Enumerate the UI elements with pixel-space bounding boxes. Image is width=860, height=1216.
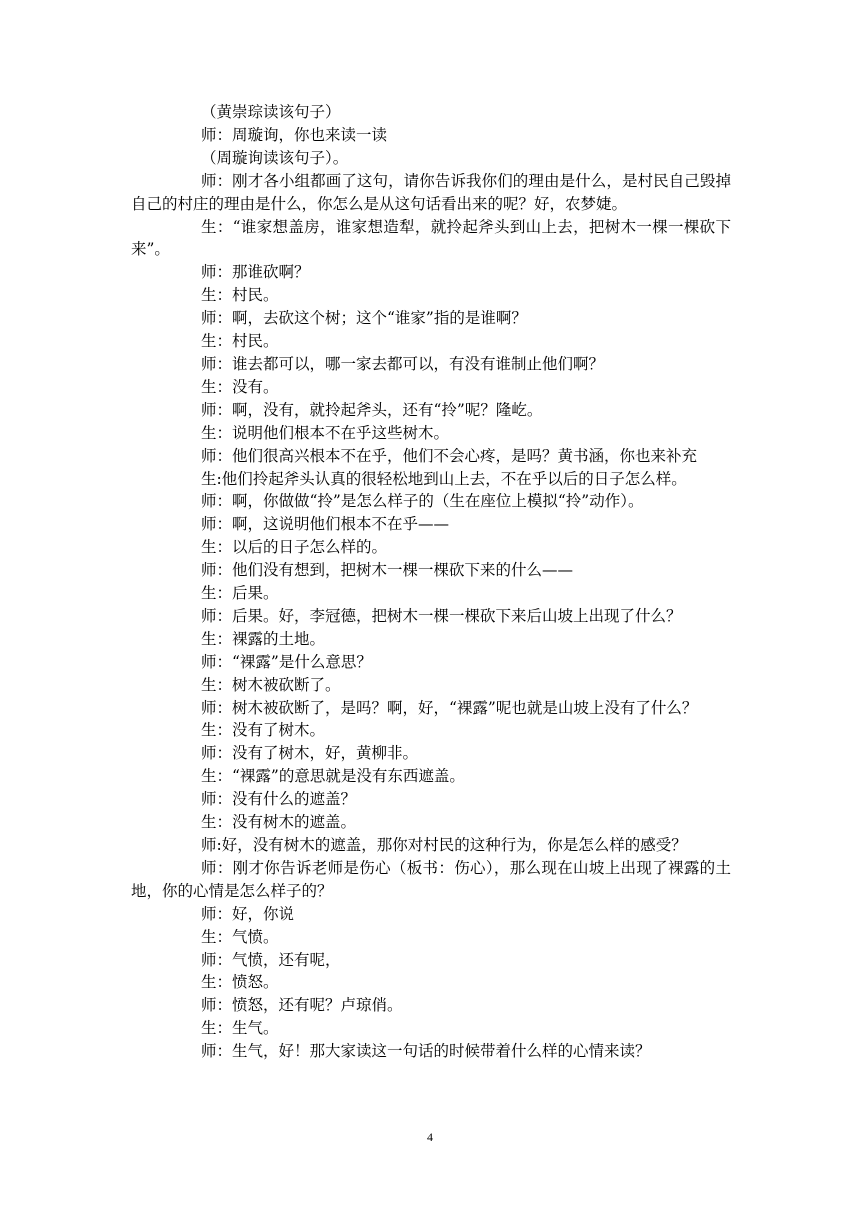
transcript-paragraph: 生：“裸露”的意思就是没有东西遮盖。 bbox=[201, 767, 465, 786]
transcript-paragraph: 生：生气。 bbox=[201, 1019, 279, 1038]
transcript-paragraph: 师：生气，好！那大家读这一句话的时候带着什么样的心情来读？ bbox=[201, 1042, 651, 1061]
transcript-paragraph: 生:他们拎起斧头认真的很轻松地到山上去，不在乎以后的日子怎么样。 bbox=[201, 469, 687, 488]
transcript-body bbox=[131, 101, 731, 1063]
transcript-paragraph: 师：谁去都可以，哪一家去都可以，有没有谁制止他们啊？ bbox=[201, 354, 605, 373]
transcript-paragraph: 师：没有了树木，好，黄柳非。 bbox=[201, 744, 419, 763]
transcript-paragraph: 师：后果。好，李冠德，把树木一棵一棵砍下来后山坡上出现了什么？ bbox=[201, 606, 682, 625]
transcript-paragraph: 生：裸露的土地。 bbox=[201, 629, 326, 648]
page-number: 4 bbox=[427, 1130, 433, 1144]
transcript-paragraph: 师：刚才各小组都画了这句，请你告诉我你们的理由是什么，是村民自己毁掉自己的村庄的理由是什么，你怎么是从这句话看出来的呢？好，农梦婕。 bbox=[131, 171, 731, 213]
transcript-paragraph: 生：说明他们根本不在乎这些树木。 bbox=[201, 423, 450, 442]
transcript-paragraph: 师：啊，这说明他们根本不在乎—— bbox=[201, 515, 450, 534]
transcript-paragraph: 师：啊，没有，就拎起斧头，还有“拎”呢？隆屹。 bbox=[201, 400, 543, 419]
transcript-paragraph: 生：没有。 bbox=[201, 377, 279, 396]
transcript-paragraph: 师：没有什么的遮盖？ bbox=[201, 790, 357, 809]
transcript-paragraph: 师：气愤，还有呢， bbox=[201, 950, 341, 969]
transcript-paragraph: 生：以后的日子怎么样的。 bbox=[201, 538, 388, 557]
transcript-paragraph: 师：愤怒，还有呢？卢琼俏。 bbox=[201, 996, 403, 1015]
transcript-paragraph: 师：树木被砍断了，是吗？啊，好，“裸露”呢也就是山坡上没有了什么？ bbox=[201, 698, 698, 717]
transcript-paragraph: 生：愤怒。 bbox=[201, 973, 279, 992]
transcript-paragraph: 生：气愤。 bbox=[201, 927, 279, 946]
transcript-paragraph: 生：村民。 bbox=[201, 286, 279, 305]
transcript-paragraph: 师：好，你说 bbox=[201, 904, 295, 923]
transcript-paragraph: （周璇询读该句子）。 bbox=[201, 148, 349, 167]
transcript-paragraph: 师：“裸露”是什么意思？ bbox=[201, 652, 372, 671]
transcript-paragraph: （黄崇琮读该句子） bbox=[201, 103, 341, 121]
transcript-paragraph: 师：他们没有想到，把树木一棵一棵砍下来的什么—— bbox=[201, 561, 574, 580]
transcript-paragraph: 师：啊，你做做“拎”是怎么样子的（生在座位上模拟“拎”动作）。 bbox=[201, 492, 644, 511]
transcript-paragraph: 师：啊，去砍这个树；这个“谁家”指的是谁啊？ bbox=[201, 309, 527, 328]
transcript-paragraph: 师：那谁砍啊？ bbox=[201, 263, 310, 282]
transcript-paragraph: 生：“谁家想盖房，谁家想造犁，就拎起斧头到山上去，把树木一棵一棵砍下来”。 bbox=[131, 217, 731, 259]
transcript-paragraph: 生：村民。 bbox=[201, 332, 279, 351]
transcript-paragraph: 生：没有了树木。 bbox=[201, 721, 326, 740]
transcript-paragraph: 生：没有树木的遮盖。 bbox=[201, 813, 357, 832]
transcript-paragraph: 师：周璇询，你也来读一读 bbox=[201, 125, 388, 144]
transcript-paragraph: 师:好，没有树木的遮盖，那你对村民的这种行为，你是怎么样的感受？ bbox=[201, 836, 687, 854]
transcript-paragraph: 生：树木被砍断了。 bbox=[201, 675, 341, 694]
transcript-paragraph: 生：后果。 bbox=[201, 584, 279, 603]
transcript-paragraph: 师：他们很高兴根本不在乎，他们不会心疼，是吗？黄书涵，你也来补充 bbox=[201, 446, 698, 465]
transcript-paragraph: 师：刚才你告诉老师是伤心（板书：伤心），那么现在山坡上出现了裸露的土地，你的心情是怎么样子的？ bbox=[131, 858, 731, 900]
